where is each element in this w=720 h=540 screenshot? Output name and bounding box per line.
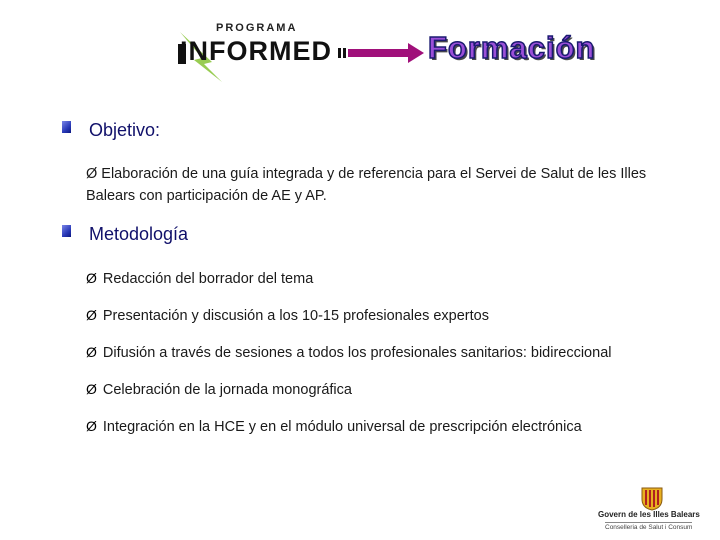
bullet-square-icon xyxy=(62,121,71,133)
list-item-text: Celebración de la jornada monográfica xyxy=(102,382,352,398)
section-heading-metodologia: Metodología xyxy=(89,224,189,244)
list-item xyxy=(86,307,489,324)
list-item-text: Integración en la HCE y en el módulo universal de prescripción electrónica xyxy=(102,419,582,435)
logo-programa-text: PROGRAMA xyxy=(216,22,298,34)
informed-logo xyxy=(176,22,336,82)
section-heading-objetivo: Objetivo: xyxy=(89,120,161,140)
objective-text: Elaboración de una guía integrada y de referencia para el Servei de Salut de les Illes Balears con participación de AE y AP. xyxy=(86,166,647,204)
arrowhead-icon: Ø xyxy=(86,166,98,182)
arrowhead-icon: Ø xyxy=(86,381,97,397)
list-item xyxy=(86,418,582,435)
government-seal-icon xyxy=(640,485,664,511)
list-item-text: Difusión a través de sesiones a todos los profesionales sanitarios: bidireccional xyxy=(102,345,612,361)
list-item xyxy=(86,381,352,398)
right-arrow-icon xyxy=(338,43,424,63)
conselleria-text: Conselleria de Salut i Consum xyxy=(605,524,693,531)
list-item-text: Presentación y discusión a los 10-15 profesionales expertos xyxy=(102,308,489,324)
bullet-square-icon xyxy=(62,225,71,237)
logo-informed-text: INFORMED xyxy=(180,36,332,66)
page-title: Formación xyxy=(428,30,596,65)
list-item xyxy=(86,344,611,361)
arrowhead-icon: Ø xyxy=(86,418,97,434)
objective-item xyxy=(86,163,686,207)
arrowhead-icon: Ø xyxy=(86,307,97,323)
arrowhead-icon: Ø xyxy=(86,344,97,360)
arrowhead-icon: Ø xyxy=(86,270,97,286)
list-item xyxy=(86,270,313,287)
list-item-text: Redacción del borrador del tema xyxy=(102,271,314,287)
govern-logo-text: Govern de les Illes Balears xyxy=(598,510,700,519)
